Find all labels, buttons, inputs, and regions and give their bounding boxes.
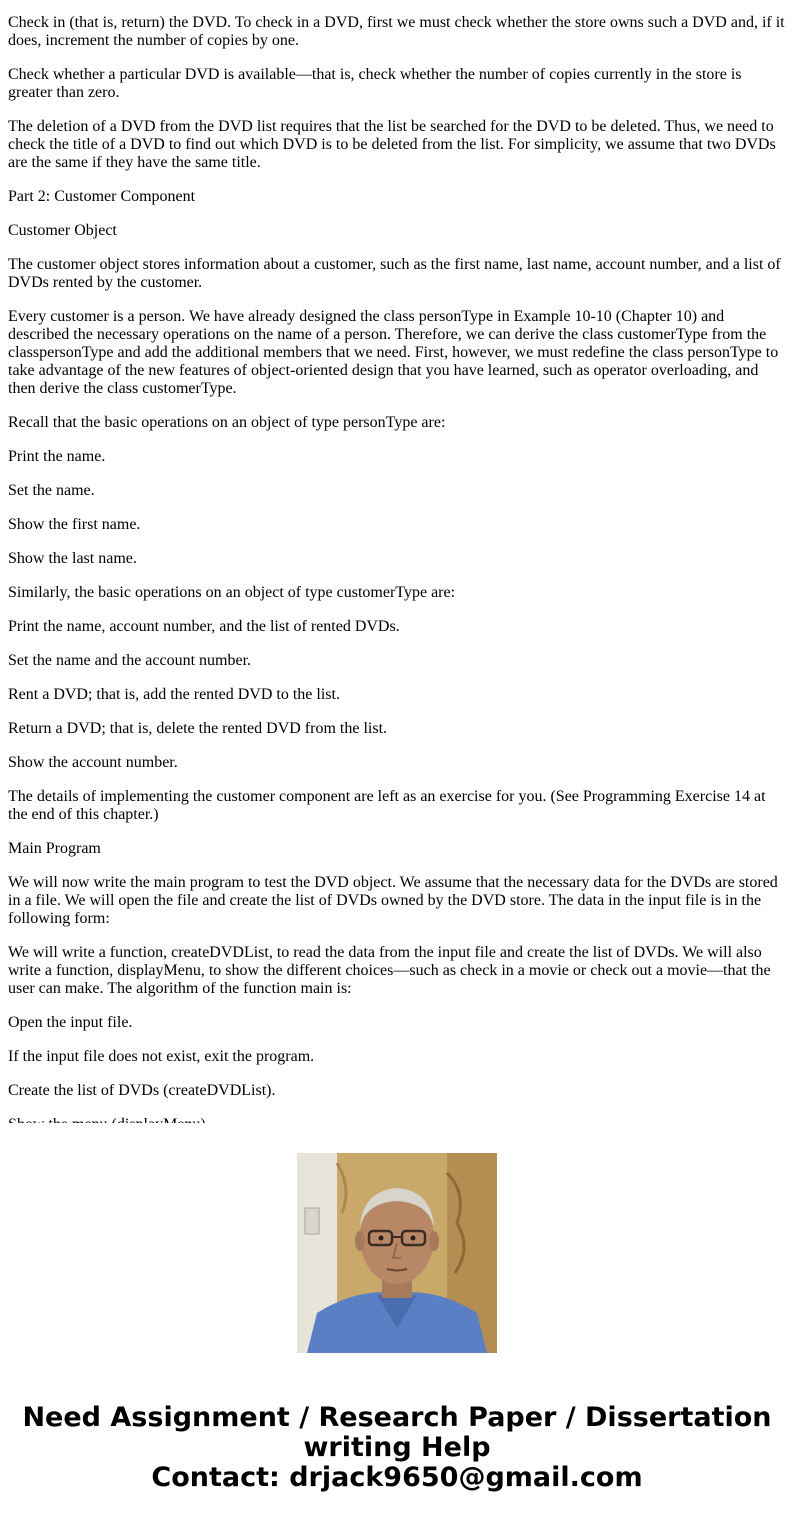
advertisement-banner xyxy=(0,1123,794,1523)
list-item: Print the name, account number, and the list of rented DVDs. xyxy=(8,618,400,635)
list-item: Set the name and the account number. xyxy=(8,652,252,669)
ad-contact-line: Contact: drjack9650@gmail.com xyxy=(151,1462,643,1493)
paragraph: We will now write the main program to test the DVD object. We assume that the necessary data for the DVDs are stored in a file. We will open the file and create the list of DVDs owned by the DVD store. The data in the input file is in the following form: xyxy=(8,874,778,927)
list-item: Show the first name. xyxy=(8,516,141,533)
paragraph: Recall that the basic operations on an object of type personType are: xyxy=(8,414,446,431)
paragraph: Every customer is a person. We have already designed the class personType in Example 10-10 (Chapter 10) and described the necessary operations on the name of a person. Therefore, we can derive the class customerType from the classpersonType and add the additional members that we need. First, however, we must redefine the class personType to take advantage of the new features of object-oriented design that you have learned, such as operator overloading, and then derive the class customerType. xyxy=(8,308,779,397)
list-item: Show the account number. xyxy=(8,754,178,771)
section-heading: Part 2: Customer Component xyxy=(8,188,196,205)
document-text xyxy=(8,0,788,1123)
paragraph: Check whether a particular DVD is available—that is, check whether the number of copies currently in the store is greater than zero. xyxy=(8,66,742,101)
subsection-heading: Customer Object xyxy=(8,222,117,239)
list-item: Show the last name. xyxy=(8,550,137,567)
ad-line-2: writing Help xyxy=(303,1432,491,1463)
paragraph: Check in (that is, return) the DVD. To check in a DVD, first we must check whether the store owns such a DVD and, if it does, increment the number of copies by one. xyxy=(8,14,785,49)
paragraph: The deletion of a DVD from the DVD list requires that the list be searched for the DVD to be deleted. Thus, we need to check the title of a DVD to find out which DVD is to be deleted from the list. For simplicity, we assume that two DVDs are the same if they have the same title. xyxy=(8,118,776,171)
paragraph: The customer object stores information about a customer, such as the first name, last name, account number, and a list of DVDs rented by the customer. xyxy=(8,256,781,291)
ad-line-1: Need Assignment / Research Paper / Dissertation xyxy=(22,1402,772,1433)
section-heading: Main Program xyxy=(8,840,101,857)
list-item: Print the name. xyxy=(8,448,106,465)
paragraph: Similarly, the basic operations on an object of type customerType are: xyxy=(8,584,456,601)
paragraph: We will write a function, createDVDList, to read the data from the input file and create the list of DVDs. We will also write a function, displayMenu, to show the different choices—such as check in a movie or check out a movie—that the user can make. The algorithm of the function main is: xyxy=(8,944,771,997)
list-item: Open the input file. xyxy=(8,1014,133,1031)
list-item: Set the name. xyxy=(8,482,95,499)
avatar xyxy=(297,1153,497,1353)
list-item: Return a DVD; that is, delete the rented DVD from the list. xyxy=(8,720,388,737)
paragraph: The details of implementing the customer component are left as an exercise for you. (See Programming Exercise 14 at the end of this chapter.) xyxy=(8,788,766,823)
list-item: Create the list of DVDs (createDVDList). xyxy=(8,1082,276,1099)
list-item: Rent a DVD; that is, add the rented DVD to the list. xyxy=(8,686,340,703)
contact-advertisement xyxy=(0,1403,794,1493)
list-item: If the input file does not exist, exit the program. xyxy=(8,1048,315,1065)
portrait-image xyxy=(297,1153,497,1353)
